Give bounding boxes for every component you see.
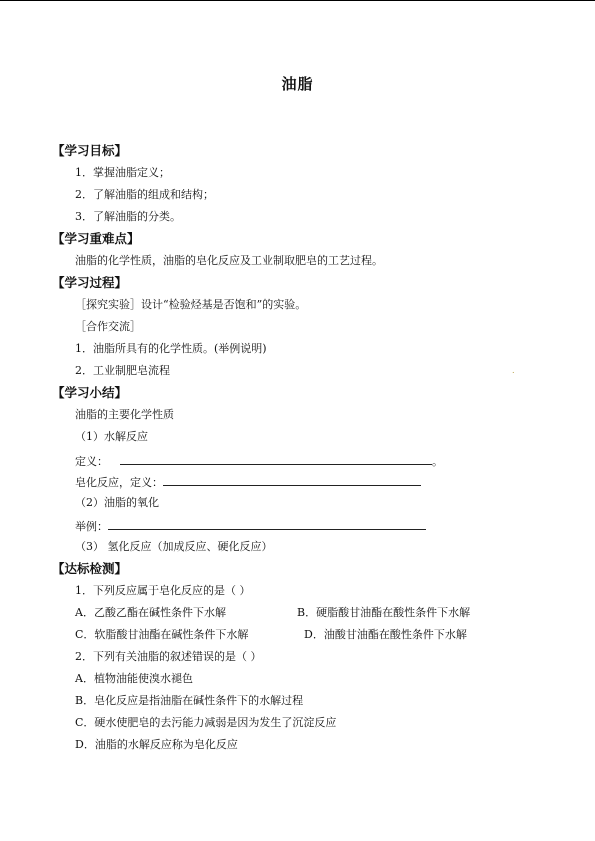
heading-process: 【学习过程】 bbox=[52, 275, 128, 290]
definition-row bbox=[75, 453, 443, 469]
summary-hydrolysis: （1）水解反应 bbox=[75, 430, 148, 443]
question-2-stem: 2．下列有关油脂的叙述错误的是（ ） bbox=[75, 650, 262, 663]
cooperation-text: ［合作交流］ bbox=[75, 320, 141, 333]
question-1-option-d: D．油酸甘油酯在酸性条件下水解 bbox=[304, 628, 467, 641]
summary-hydrogenation: （3） 氢化反应（加成反应、硬化反应） bbox=[75, 540, 273, 553]
objective-item: 1．掌握油脂定义； bbox=[75, 166, 170, 179]
definition-label: 定义： bbox=[75, 455, 108, 468]
question-1-option-a: A．乙酸乙酯在碱性条件下水解 bbox=[75, 606, 226, 619]
heading-summary: 【学习小结】 bbox=[52, 385, 128, 400]
saponification-label: 皂化反应，定义： bbox=[75, 476, 163, 489]
definition-end: 。 bbox=[432, 455, 443, 468]
header-rule bbox=[0, 0, 595, 1]
objective-item: 2．了解油脂的组成和结构； bbox=[75, 188, 214, 201]
experiment-text: ［探究实验］设计“检验烃基是否饱和”的实验。 bbox=[75, 298, 307, 311]
example-label: 举例： bbox=[75, 520, 108, 533]
process-item: 1．油脂所具有的化学性质。(举例说明) bbox=[75, 342, 267, 355]
question-1-stem: 1．下列反应属于皂化反应的是（ ） bbox=[75, 584, 251, 597]
process-item: 2．工业制肥皂流程 bbox=[75, 364, 170, 377]
page-title: 油脂 bbox=[281, 75, 314, 93]
question-2-option-d: D．油脂的水解反应称为皂化反应 bbox=[75, 738, 238, 751]
heading-objectives: 【学习目标】 bbox=[52, 143, 128, 158]
question-2-option-a: A．植物油能使溴水褪色 bbox=[75, 672, 193, 685]
heading-key-points: 【学习重难点】 bbox=[52, 231, 140, 246]
objective-item: 3．了解油脂的分类。 bbox=[75, 210, 181, 223]
saponification-row bbox=[75, 474, 421, 490]
question-1-option-c: C．软脂酸甘油酯在碱性条件下水解 bbox=[75, 628, 249, 641]
question-2-option-c: C．硬水使肥皂的去污能力减弱是因为发生了沉淀反应 bbox=[75, 716, 337, 729]
question-2-option-b: B．皂化反应是指油脂在碱性条件下的水解过程 bbox=[75, 694, 304, 707]
summary-oxidation: （2）油脂的氧化 bbox=[75, 496, 159, 509]
question-1-option-b: B．硬脂酸甘油酯在酸性条件下水解 bbox=[297, 606, 471, 619]
heading-test: 【达标检测】 bbox=[52, 561, 128, 576]
example-row bbox=[75, 518, 426, 534]
stray-mark: . bbox=[512, 366, 515, 375]
summary-intro: 油脂的主要化学性质 bbox=[75, 408, 174, 421]
example-blank[interactable] bbox=[108, 518, 426, 530]
saponification-blank[interactable] bbox=[163, 474, 421, 486]
definition-blank[interactable] bbox=[120, 453, 432, 465]
key-points-text: 油脂的化学性质，油脂的皂化反应及工业制取肥皂的工艺过程。 bbox=[75, 254, 383, 267]
